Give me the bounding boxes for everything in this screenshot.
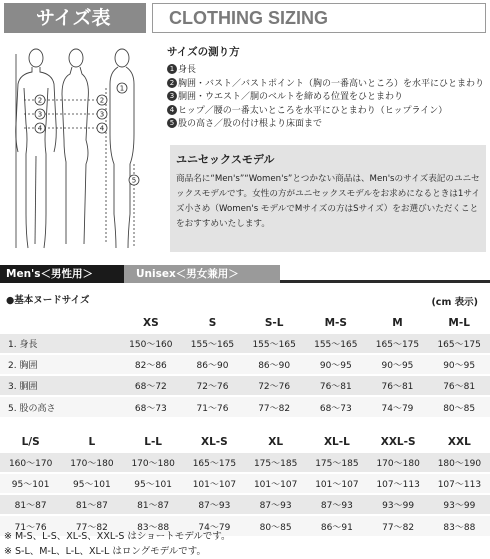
- table-row: 2. 胸囲 82〜86 86〜90 86〜90 90〜95 90〜95 90〜95: [0, 354, 490, 375]
- row-label: 2. 胸囲: [0, 354, 120, 375]
- unisex-body: 商品名に“Men's”“Women's”とつかない商品は、Men'sのサイズ表記のユニセックスモデルです。女性の方がユニセックスモデルをお求めになるときは1サイズ小さめ（Women's モデルでMサイズの方はSサイズ）をお選びいただくことをおすすめいたします。: [176, 174, 480, 229]
- tab-unisex[interactable]: Unisex＜男女兼用＞: [124, 265, 280, 283]
- size-header: XXL: [447, 435, 471, 448]
- figure-marker-1: [117, 83, 127, 93]
- size-header: XS: [142, 316, 159, 329]
- size-header: XL-L: [323, 435, 350, 448]
- svg-text:4: 4: [37, 124, 43, 133]
- size-table-2: [0, 432, 490, 536]
- measure-item: 1 身長: [167, 64, 487, 78]
- figure-marker-5: [129, 175, 139, 185]
- table-row: 3. 胴囲 68〜72 72〜76 72〜76 76〜81 76〜81 76〜81: [0, 375, 490, 396]
- row-label: 5. 股の高さ: [0, 396, 120, 417]
- size-header: L-L: [144, 435, 162, 448]
- size-table-1: [0, 313, 490, 417]
- measure-item: 3 胴囲・ウエスト／胴のベルトを締める位置をひとまわり: [167, 91, 487, 105]
- title-en: CLOTHING SIZING: [152, 3, 486, 33]
- body-measurement-figure: [10, 44, 168, 256]
- table-caption: ●基本ヌードサイズ: [6, 295, 90, 306]
- measure-title: サイズの測り方: [167, 46, 240, 58]
- size-header: XL: [268, 435, 284, 448]
- header: [0, 0, 490, 36]
- unisex-title: ユニセックスモデル: [176, 153, 275, 166]
- svg-text:4: 4: [99, 124, 105, 133]
- size-header: M: [392, 316, 403, 329]
- svg-text:2: 2: [37, 96, 43, 105]
- figure-marker-3: [97, 109, 107, 119]
- table-row: 71〜76 77〜82 83〜88 74〜79 80〜85 86〜91 77〜82 83〜88: [0, 515, 490, 536]
- row-label: 3. 胴囲: [0, 375, 120, 396]
- size-header: S: [208, 316, 217, 329]
- table-row: 1. 身長 150〜160 155〜165 155〜165 155〜165 165〜175 165〜175: [0, 333, 490, 354]
- measure-guide: [167, 44, 487, 132]
- size-header: XXL-S: [380, 435, 416, 448]
- figure-marker-3: [35, 109, 45, 119]
- size-header: S-L: [264, 316, 284, 329]
- note-long-models: ※ S-L、M-L、L-L、XL-L はロングモデルです。: [4, 546, 206, 557]
- measure-item: 5 股の高さ／股の付け根より床面まで: [167, 118, 487, 132]
- unisex-note-box: [170, 145, 486, 252]
- figure-marker-4: [35, 123, 45, 133]
- measure-item: 2 胸囲・バスト／バストポイント（胸の一番高いところ）を水平にひとまわり: [167, 78, 487, 92]
- svg-text:3: 3: [37, 110, 43, 119]
- figure-marker-2: [97, 95, 107, 105]
- figure-marker-2: [35, 95, 45, 105]
- svg-text:3: 3: [99, 110, 105, 119]
- tab-mens[interactable]: Men's＜男性用＞: [0, 265, 124, 283]
- note-short-models: ※ M-S、L-S、XL-S、XXL-S はショートモデルです。: [4, 531, 231, 542]
- title-jp: サイズ表: [4, 3, 146, 33]
- table-row: 5. 股の高さ 68〜73 71〜76 77〜82 68〜73 74〜79 80〜85: [0, 396, 490, 417]
- size-header: XL-S: [201, 435, 228, 448]
- size-header: L/S: [21, 435, 40, 448]
- table-row: 81〜87 81〜87 81〜87 87〜93 87〜93 87〜93 93〜99 93〜99: [0, 494, 490, 515]
- svg-text:2: 2: [99, 96, 105, 105]
- table-row: 160〜170 170〜180 170〜180 165〜175 175〜185 175〜185 170〜180 180〜190: [0, 452, 490, 473]
- size-header: M-S: [324, 316, 347, 329]
- footnotes: [4, 529, 231, 559]
- category-tabs: [0, 265, 490, 283]
- table-unit: (cm 表示): [431, 297, 478, 308]
- svg-text:1: 1: [119, 84, 125, 93]
- table-row: 95〜101 95〜101 95〜101 101〜107 101〜107 101〜107 107〜113 107〜113: [0, 473, 490, 494]
- svg-text:5: 5: [131, 176, 137, 185]
- figure-marker-4: [97, 123, 107, 133]
- size-header: L: [88, 435, 96, 448]
- size-header: M-L: [448, 316, 470, 329]
- row-label: 1. 身長: [0, 333, 120, 354]
- measure-item: 4 ヒップ／腰の一番太いところを水平にひとまわり（ヒップライン）: [167, 105, 487, 119]
